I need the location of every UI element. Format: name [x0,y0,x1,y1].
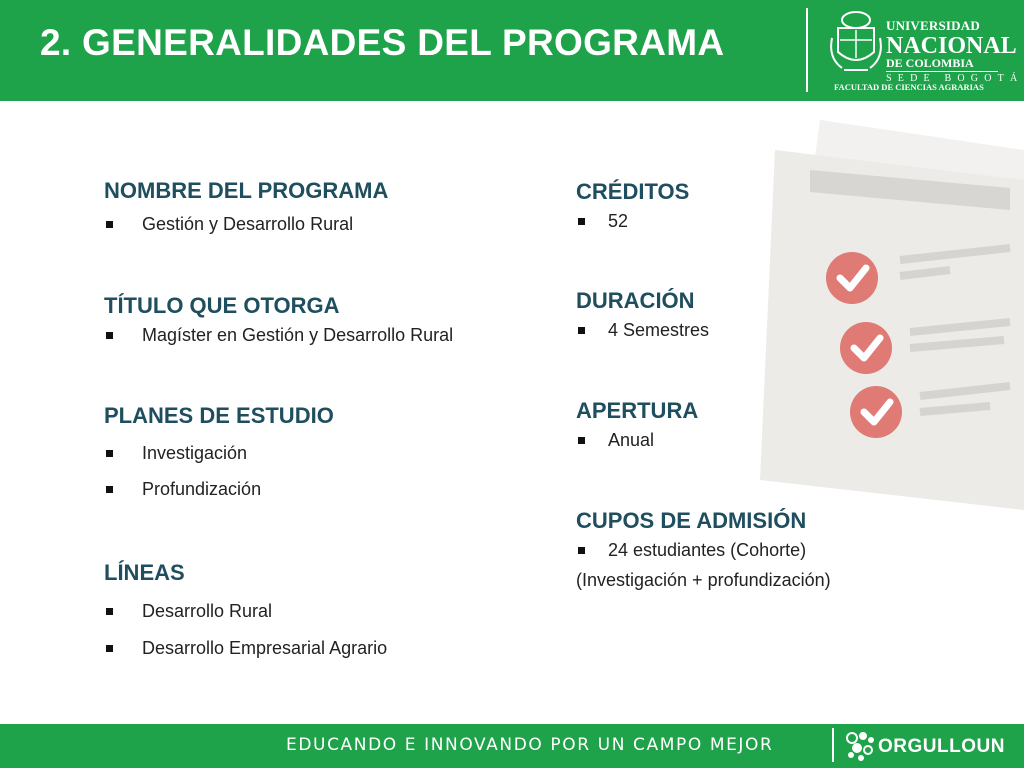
list-item-text: Magíster en Gestión y Desarrollo Rural [142,325,454,345]
list-item-text: Anual [608,430,655,450]
section-titulo [104,293,453,346]
bullet-icon [578,218,585,225]
bullet-icon [106,221,113,228]
list-item-text: Gestión y Desarrollo Rural [142,214,354,234]
logo-rule [886,71,998,72]
section-lineas [104,560,387,659]
list-item [576,430,698,451]
list-item-text: Investigación [142,443,248,463]
logo-line-colombia: DE COLOMBIA [886,56,974,70]
bullet-icon [106,645,113,652]
section-heading: LÍNEAS [104,560,185,585]
bullet-icon [578,327,585,334]
list-item [104,601,387,622]
checklist-illustration [760,110,1024,510]
cupos-note: (Investigación + profundización) [576,570,831,590]
check-icon [850,386,902,438]
section-creditos [576,179,689,232]
section-heading: APERTURA [576,398,699,423]
header-divider [806,8,808,92]
page-title: 2. GENERALIDADES DEL PROGRAMA [40,22,725,63]
section-planes [104,403,334,500]
section-cupos [576,508,831,591]
section-heading: CUPOS DE ADMISIÓN [576,508,807,533]
logo-line-sede: SEDE BOGOTÁ [886,73,1024,84]
bullet-icon [106,608,113,615]
list-item [104,638,387,659]
section-heading: CRÉDITOS [576,179,690,204]
logo-line-universidad: UNIVERSIDAD [886,18,980,33]
bullet-icon [106,332,113,339]
list-item [104,443,334,464]
university-name [886,18,1023,85]
section-heading: DURACIÓN [576,288,695,313]
list-item-text: 4 Semestres [608,320,710,340]
logo-line-nacional: NACIONAL [886,33,1017,59]
list-item-text: 52 [608,211,629,231]
orgullo-un-logo [844,728,1014,764]
header-bar [0,0,1024,101]
list-item [104,214,388,235]
footer-slogan: EDUCANDO E INNOVANDO POR UN CAMPO MEJOR [286,735,774,755]
list-item-text: Desarrollo Rural [142,601,273,621]
university-seal-icon [828,8,884,76]
list-item-text: 24 estudiantes (Cohorte) [608,540,807,560]
check-icon [826,252,878,304]
list-item [576,320,709,341]
list-item-text: Profundización [142,479,262,499]
section-nombre-programa [104,178,388,235]
university-logo [828,4,1024,96]
grapes-icon [844,730,876,762]
section-heading: TÍTULO QUE OTORGA [104,293,340,318]
bullet-icon [106,486,113,493]
section-apertura [576,398,698,451]
list-item [104,479,334,500]
section-duracion [576,288,709,341]
faculty-name: FACULTAD DE CIENCIAS AGRARIAS [834,82,984,92]
bullet-icon [106,450,113,457]
list-item [576,540,831,561]
footer-bar [0,724,1024,768]
list-item [576,211,689,232]
front-paper [760,150,1024,510]
bullet-icon [578,547,585,554]
list-item-text: Desarrollo Empresarial Agrario [142,638,388,658]
check-icon [840,322,892,374]
footer-divider [832,728,834,762]
bullet-icon [578,437,585,444]
footer-brand-text: ORGULLOUN [878,736,1005,757]
section-heading: PLANES DE ESTUDIO [104,403,334,428]
list-item [104,325,453,346]
section-heading: NOMBRE DEL PROGRAMA [104,178,389,203]
